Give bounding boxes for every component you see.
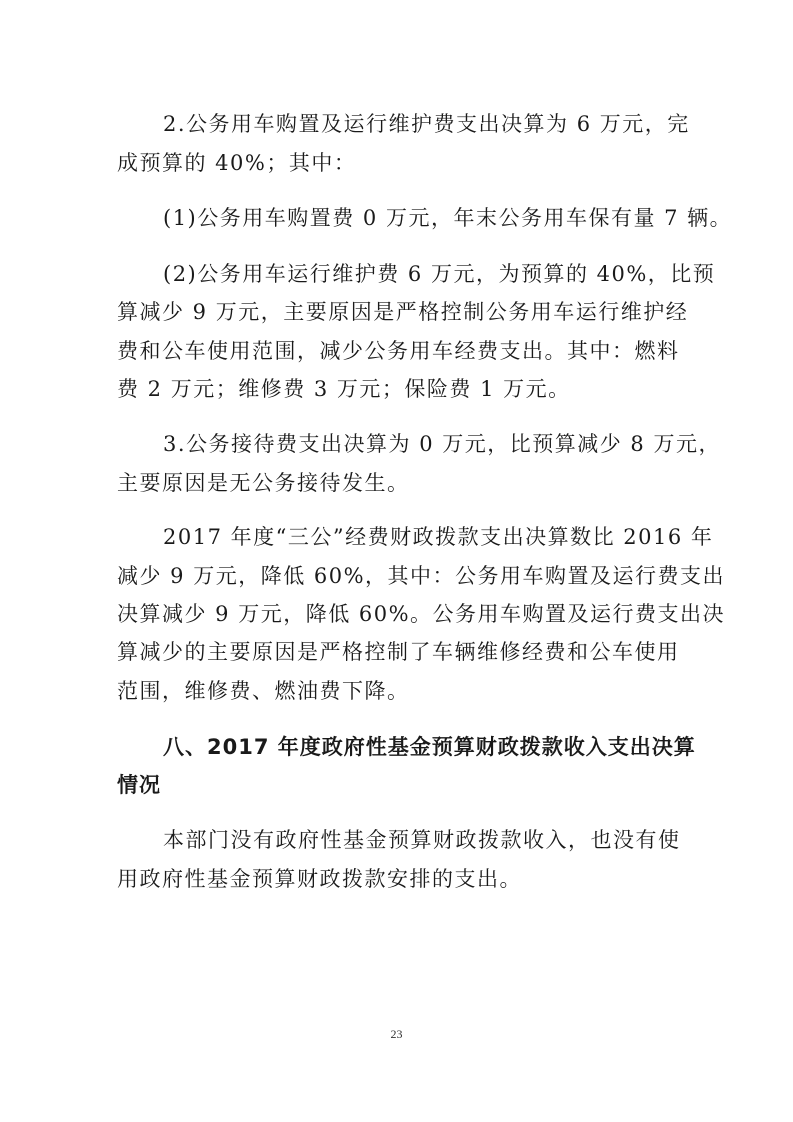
three-public-summary-line-5: 范围，维修费、燃油费下降。 bbox=[117, 679, 410, 703]
three-public-summary-line-3: 决算减少 9 万元，降低 60%。公务用车购置及运行费支出决 bbox=[117, 602, 726, 626]
vehicle-maintenance-paragraph-line-3: 费和公车使用范围，减少公务用车经费支出。其中：燃料 bbox=[117, 339, 680, 363]
vehicle-expense-paragraph-line-2: 成预算的 40%；其中： bbox=[117, 151, 357, 175]
three-public-summary-line-4: 算减少的主要原因是严格控制了车辆维修经费和公车使用 bbox=[117, 640, 680, 664]
reception-expense-paragraph-line-2: 主要原因是无公务接待发生。 bbox=[117, 471, 410, 495]
reception-expense-paragraph-line-1: 3.公务接待费支出决算为 0 万元，比预算减少 8 万元， bbox=[163, 432, 721, 456]
section-eight-heading-line-2: 情况 bbox=[117, 773, 161, 797]
three-public-summary-line-1: 2017 年度“三公”经费财政拨款支出决算数比 2016 年 bbox=[163, 525, 714, 549]
vehicle-maintenance-paragraph-line-2: 算减少 9 万元，主要原因是严格控制公务用车运行维护经 bbox=[117, 300, 689, 324]
section-eight-heading-line-1: 八、2017 年度政府性基金预算财政拨款收入支出决算 bbox=[163, 735, 696, 759]
government-fund-paragraph-line-1: 本部门没有政府性基金预算财政拨款收入，也没有使 bbox=[163, 828, 681, 852]
page-number: 23 bbox=[390, 1027, 403, 1041]
vehicle-maintenance-paragraph-line-4: 费 2 万元；维修费 3 万元；保险费 1 万元。 bbox=[117, 377, 571, 401]
government-fund-paragraph-line-2: 用政府性基金预算财政拨款安排的支出。 bbox=[117, 867, 522, 891]
three-public-summary-line-2: 减少 9 万元，降低 60%，其中：公务用车购置及运行费支出 bbox=[117, 564, 726, 588]
vehicle-maintenance-paragraph-line-1: (2)公务用车运行维护费 6 万元，为预算的 40%，比预 bbox=[163, 262, 716, 286]
vehicle-purchase-paragraph-line-1: (1)公务用车购置费 0 万元，年末公务用车保有量 7 辆。 bbox=[163, 206, 733, 230]
vehicle-expense-paragraph-line-1: 2.公务用车购置及运行维护费支出决算为 6 万元，完 bbox=[163, 112, 690, 136]
